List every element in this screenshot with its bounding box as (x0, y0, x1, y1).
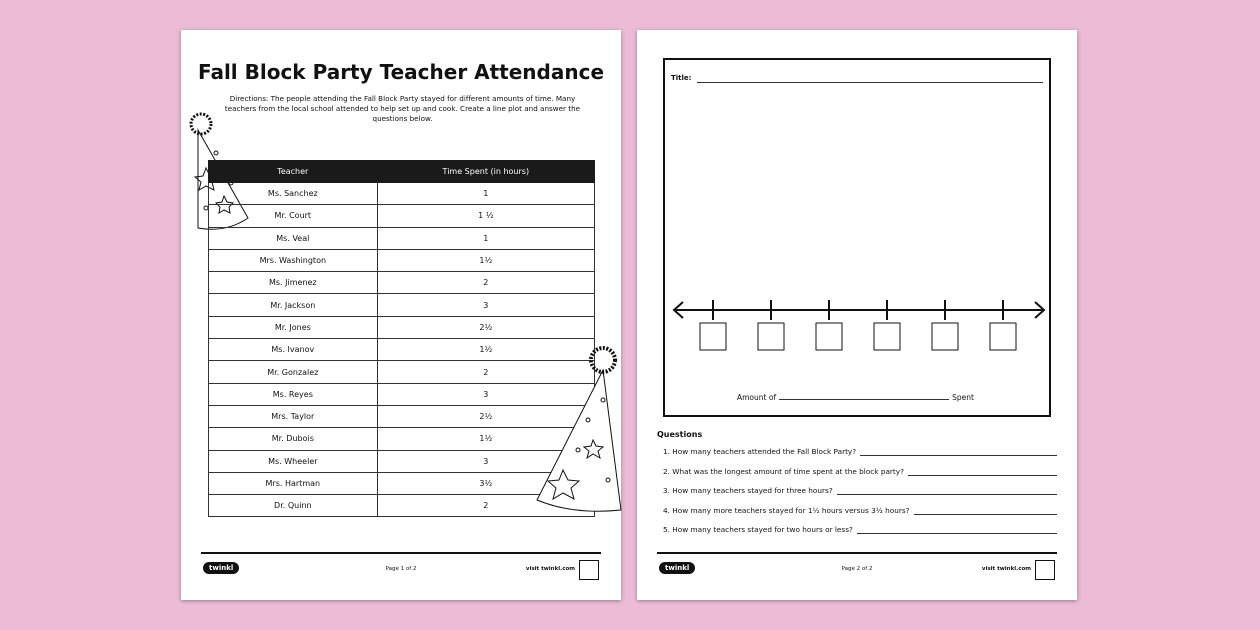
time-cell: 3 (377, 450, 594, 472)
page-footer (657, 552, 1057, 584)
time-cell: 3 (377, 383, 594, 405)
question-item (657, 462, 1057, 482)
time-cell: 3½ (377, 472, 594, 494)
teacher-cell: Ms. Wheeler (209, 450, 378, 472)
table-row (209, 205, 595, 227)
teacher-cell: Ms. Reyes (209, 383, 378, 405)
time-cell: 1½ (377, 339, 594, 361)
time-cell: 2½ (377, 316, 594, 338)
page-footer (201, 552, 601, 584)
time-cell: 1 ½ (377, 205, 594, 227)
column-header: Time Spent (in hours) (377, 161, 594, 183)
spent-label: Spent (952, 393, 974, 402)
page-number: Page 2 of 2 (841, 566, 873, 572)
teacher-cell: Mrs. Taylor (209, 405, 378, 427)
questions-section (657, 430, 1057, 540)
time-cell: 1½ (377, 428, 594, 450)
question-text: 5. How many teachers stayed for two hours or less? (663, 525, 853, 535)
teacher-cell: Mr. Dubois (209, 428, 378, 450)
line-plot-box (663, 58, 1051, 417)
teacher-cell: Ms. Jimenez (209, 272, 378, 294)
worksheet-page-2 (637, 30, 1077, 600)
time-cell: 1 (377, 227, 594, 249)
teacher-cell: Dr. Quinn (209, 495, 378, 517)
time-cell: 2½ (377, 405, 594, 427)
title-label: Title: (671, 74, 692, 82)
question-text: 4. How many more teachers stayed for 1½ hours versus 3½ hours? (663, 505, 910, 515)
teacher-cell: Mr. Court (209, 205, 378, 227)
twinkl-logo: twinkl (203, 562, 239, 574)
website-link[interactable]: visit twinkl.com (981, 566, 1031, 572)
table-row (209, 183, 595, 205)
label-box (816, 323, 842, 350)
number-line (665, 290, 1049, 360)
table-row (209, 272, 595, 294)
teacher-cell: Mr. Jones (209, 316, 378, 338)
table-row (209, 316, 595, 338)
time-cell: 1 (377, 183, 594, 205)
amount-label: Amount of (737, 393, 777, 402)
time-cell: 2 (377, 495, 594, 517)
teacher-cell: Ms. Sanchez (209, 183, 378, 205)
title-answer-line[interactable] (697, 82, 1043, 83)
question-text: 1. How many teachers attended the Fall Block Party? (663, 447, 857, 457)
teacher-cell: Mrs. Washington (209, 249, 378, 271)
question-item (657, 481, 1057, 501)
teacher-cell: Mrs. Hartman (209, 472, 378, 494)
axis-answer-line[interactable] (779, 399, 949, 400)
table-row (209, 227, 595, 249)
answer-line[interactable] (857, 525, 1057, 534)
label-box (874, 323, 900, 350)
question-text: 3. How many teachers stayed for three hours? (663, 486, 833, 496)
column-header: Teacher (209, 161, 378, 183)
table-row (209, 249, 595, 271)
label-box (700, 323, 726, 350)
table-row (209, 294, 595, 316)
teacher-cell: Mr. Jackson (209, 294, 378, 316)
question-item (657, 442, 1057, 462)
question-item (657, 520, 1057, 540)
worksheet-title: Fall Block Party Teacher Attendance (197, 60, 605, 84)
time-cell: 2 (377, 361, 594, 383)
worksheet-page-1 (181, 30, 621, 600)
answer-line[interactable] (860, 447, 1057, 456)
label-box (932, 323, 958, 350)
time-cell: 2 (377, 272, 594, 294)
time-cell: 3 (377, 294, 594, 316)
directions: Directions: The people attending the Fall Block Party stayed for different amounts of time. Many teachers from the local school attended to help set up and cook. Create a line plot and answer the questions below. (224, 94, 581, 123)
teacher-cell: Mr. Gonzalez (209, 361, 378, 383)
page-number: Page 1 of 2 (385, 566, 417, 572)
badge-icon (579, 560, 599, 580)
questions-heading: Questions (657, 430, 703, 439)
answer-line[interactable] (914, 506, 1057, 515)
party-hat-icon (533, 340, 623, 515)
answer-line[interactable] (837, 486, 1057, 495)
answer-line[interactable] (908, 467, 1057, 476)
teacher-cell: Ms. Veal (209, 227, 378, 249)
time-cell: 1½ (377, 249, 594, 271)
question-text: 2. What was the longest amount of time spent at the block party? (663, 466, 904, 476)
label-box (990, 323, 1016, 350)
question-item (657, 501, 1057, 521)
twinkl-logo: twinkl (659, 562, 695, 574)
label-box (758, 323, 784, 350)
website-link[interactable]: visit twinkl.com (525, 566, 575, 572)
axis-label (737, 393, 974, 402)
badge-icon (1035, 560, 1055, 580)
teacher-cell: Ms. Ivanov (209, 339, 378, 361)
